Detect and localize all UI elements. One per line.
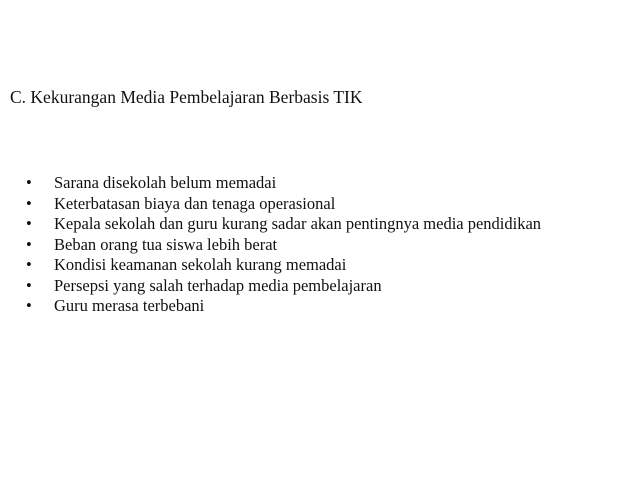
slide-heading: C. Kekurangan Media Pembelajaran Berbasis TIK <box>10 87 363 107</box>
list-item-text: Kondisi keamanan sekolah kurang memadai <box>54 255 347 274</box>
list-item-text: Sarana disekolah belum memadai <box>54 173 277 192</box>
list-item-text: Guru merasa terbebani <box>54 296 205 315</box>
bullet-icon: • <box>26 173 32 192</box>
list-item <box>24 194 541 215</box>
bullet-icon: • <box>26 214 32 233</box>
list-item <box>24 173 541 194</box>
list-item <box>24 235 541 256</box>
bullet-icon: • <box>26 193 32 213</box>
list-item <box>24 276 541 297</box>
bullet-icon: • <box>26 255 32 274</box>
list-item-text: Persepsi yang salah terhadap media pembelajaran <box>54 275 382 295</box>
bullet-list <box>24 173 541 317</box>
list-item-text: Keterbatasan biaya dan tenaga operasional <box>54 193 336 213</box>
list-item-text: Beban orang tua siswa lebih berat <box>54 234 278 254</box>
list-item <box>24 255 541 276</box>
list-item <box>24 296 541 317</box>
bullet-icon: • <box>26 275 32 295</box>
list-item-text: Kepala sekolah dan guru kurang sadar akan pentingnya media pendidikan <box>54 214 542 233</box>
bullet-icon: • <box>26 234 32 254</box>
bullet-icon: • <box>26 296 32 315</box>
list-item <box>24 214 541 235</box>
